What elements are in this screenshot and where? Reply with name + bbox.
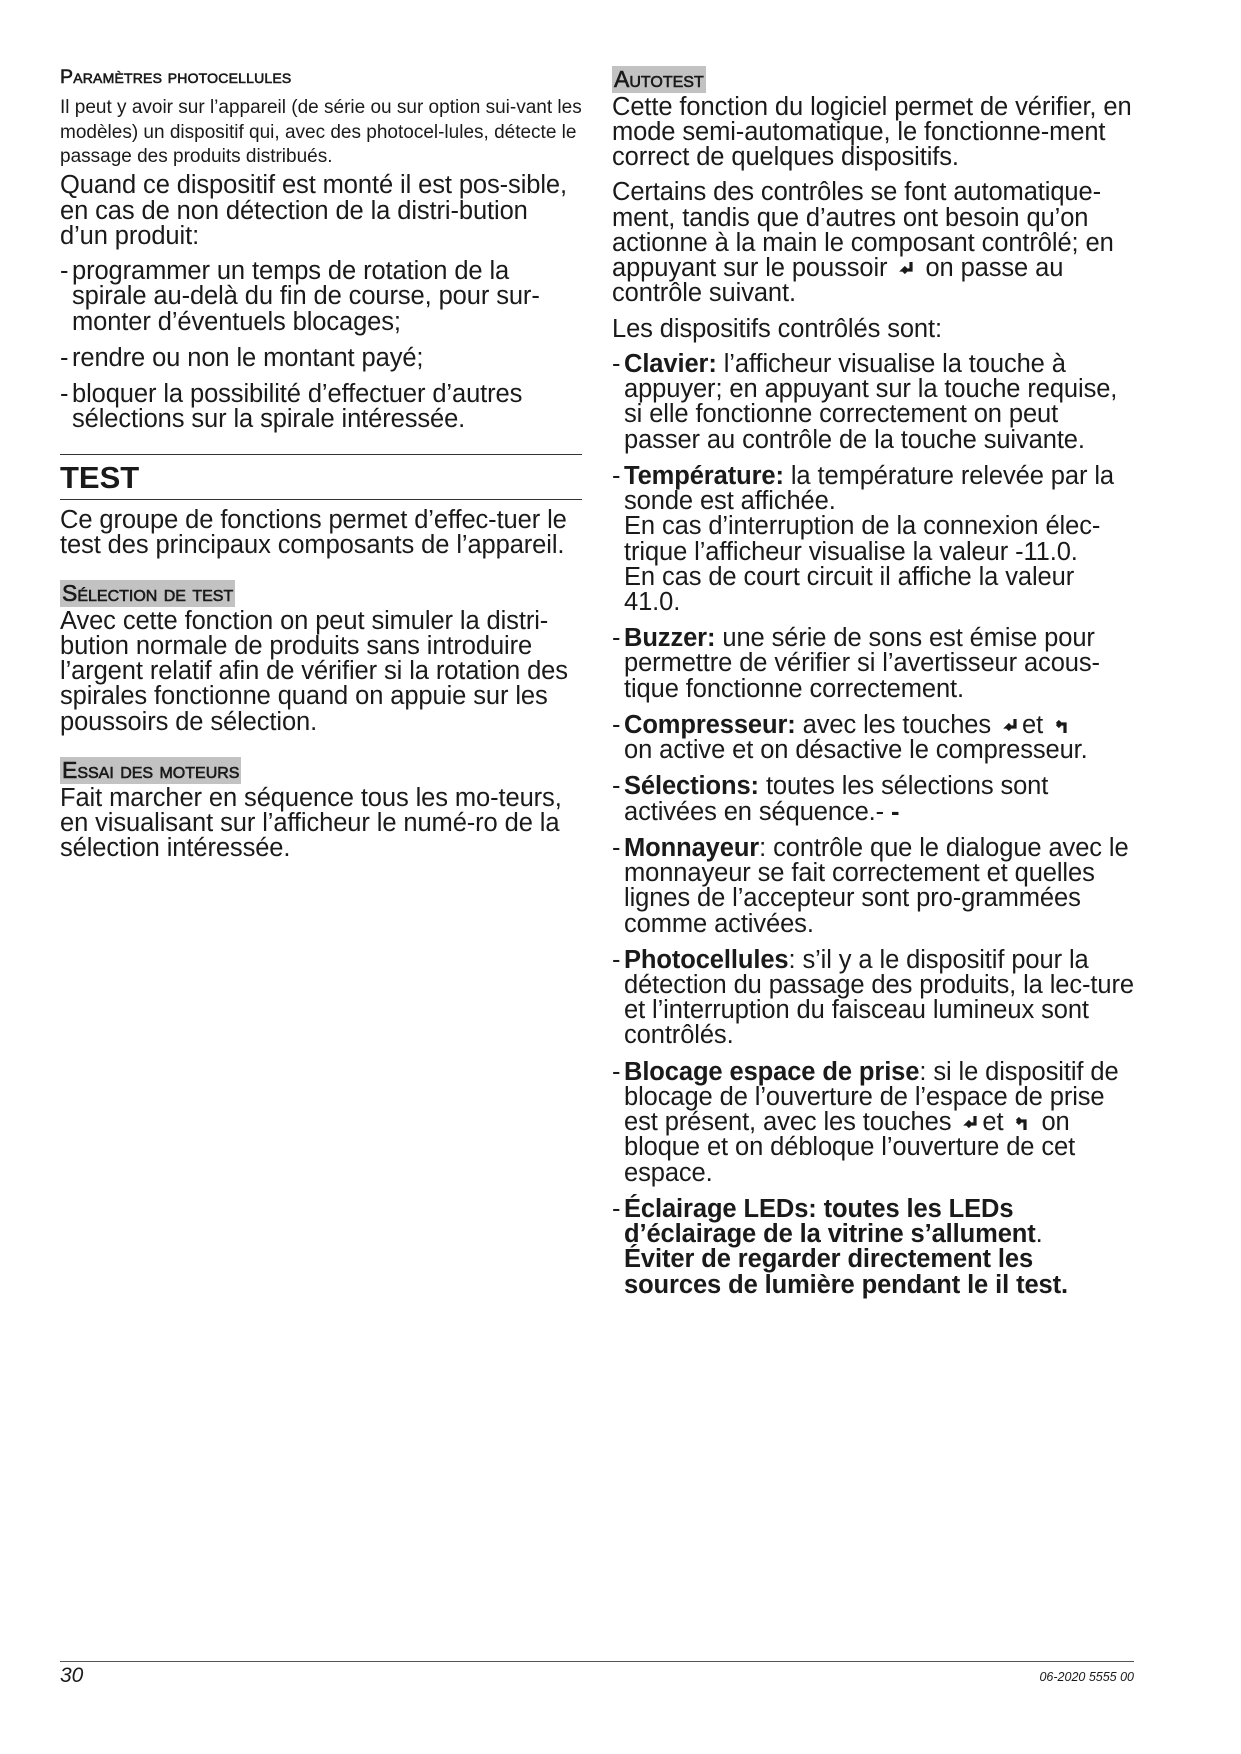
list-item-selections: - Sélections: toutes les sélections sont activées en séquence.- - xyxy=(612,772,1049,826)
autotest-controls xyxy=(612,180,1134,306)
item-label: Buzzer: xyxy=(624,624,716,653)
list-item-eclairage: - Éclairage LEDs: toutes les LEDs d’éclairage de la vitrine s’allument. Éviter de regarder directement les sources de lumière pendant le il test. xyxy=(612,1194,1069,1299)
item-label: Photocellules xyxy=(624,945,789,974)
item-warning: Éviter de regarder directement les sources de lumière pendant le il test. xyxy=(624,1245,1069,1299)
item-text: et xyxy=(982,1108,1004,1137)
item-text: on bloque et on débloque l’ouverture de cet espace. xyxy=(624,1108,1076,1187)
list-item-clavier: - Clavier: l’afficheur visualise la touche à appuyer; en appuyant sur la touche requise, si elle fonctionne correctement on peut passer au contrôle de la touche suivante. xyxy=(612,349,1118,454)
params-body-text: Quand ce dispositif est monté il est pos-sible, en cas de non détection de la distri-bution d’un produit: xyxy=(60,171,567,250)
item-label: Clavier: xyxy=(624,349,717,378)
back-arrow-icon xyxy=(1012,1113,1032,1133)
item-text: - xyxy=(884,797,900,826)
essai-moteurs-title: Essai des moteurs xyxy=(62,756,240,783)
item-label: Monnayeur xyxy=(624,833,760,862)
params-small-text: Il peut y avoir sur l’appareil (de série ou sur option sui-vant les modèles) un dispositif qui, avec des photocel-lules, détecte le passage des produits distribués. xyxy=(60,97,582,168)
item-text: : si le dispositif de blocage de l’ouverture de l’espace de prise est présent, avec les touches xyxy=(624,1057,1119,1137)
list-item-monnayeur: - Monnayeur: contrôle que le dialogue avec le monnayeur se fait correctement et quelles lignes de l’accepteur sont pro-grammées comme activées. xyxy=(612,833,1129,938)
list-item-temperature: - Température: la température relevée par la sonde est affichée. En cas d’interruption de la connexion élec-trique l’afficheur visualise la valeur -11.0. En cas de court circuit il affiche la valeur 41.0. xyxy=(612,461,1114,616)
autotest-intro: Cette fonction du logiciel permet de vérifier, en mode semi-automatique, le fonctionne-ment correct de quelques dispositifs. xyxy=(612,92,1132,172)
params-list xyxy=(60,259,582,432)
item-text: . xyxy=(1035,1220,1043,1249)
item-text: une série de sons est émise pour permettre de vérifier si l’avertisseur acous-tique fonctionne correctement. xyxy=(624,624,1100,703)
enter-key-icon xyxy=(896,259,916,279)
item-label: Éclairage LEDs: toutes les LEDs d’éclairage de la vitrine s’allument xyxy=(624,1194,1036,1249)
list-item-text: programmer un temps de rotation de la spirale au-delà du fin de course, pour sur-monter d’éventuels blocages; xyxy=(72,257,540,336)
document-reference: 06-2020 5555 00 xyxy=(1039,1670,1134,1684)
list-item-text: rendre ou non le montant payé; xyxy=(72,343,424,372)
item-label: Température: xyxy=(624,461,784,490)
list-item-photocellules: - Photocellules: s’il y a le dispositif pour la détection du passage des produits, la lec-ture et l’interruption du faisceau lumineux sont contrôlés. xyxy=(612,945,1134,1050)
item-label: Blocage espace de prise xyxy=(624,1057,920,1086)
footer-divider xyxy=(60,1661,1134,1662)
item-text: En cas d’interruption de la connexion élec-trique l’afficheur visualise la valeur -11.0. xyxy=(624,512,1101,566)
item-label: Sélections: xyxy=(624,772,759,801)
autotest-controls-text: Certains des contrôles se font automatique-ment, tandis que d’autres ont besoin qu’on actionne à la main le composant contrôlé; en appuyant sur le poussoir xyxy=(612,178,1114,283)
list-item: - rendre ou non le montant payé; xyxy=(60,343,424,372)
essai-moteurs-body: Fait marcher en séquence tous les mo-teurs, en visualisant sur l’afficheur le numé-ro de la sélection intéressée. xyxy=(60,783,562,863)
selection-test-body: Avec cette fonction on peut simuler la distri-bution normale de produits sans introduire l’argent relatif afin de vérifier si la rotation des spirales fonctionne quand on appuie sur les poussoirs de sélection. xyxy=(60,606,568,736)
item-text: toutes les sélections sont activées en séquence.- xyxy=(624,772,1049,826)
left-column xyxy=(60,66,582,871)
item-text: En cas de court circuit il affiche la valeur 41.0. xyxy=(624,562,1075,616)
enter-key-icon xyxy=(1000,716,1020,736)
item-text: avec les touches xyxy=(795,710,992,739)
params-photocellules-title: Paramètres photocellules xyxy=(60,66,292,88)
list-item-blocage: - Blocage espace de prise: si le dispositif de blocage de l’ouverture de l’espace de prise est présent, avec les touches et on bloque et on débloque l’ouverture de cet espace. xyxy=(612,1057,1119,1187)
item-text: l’afficheur visualise la touche à appuyer; en appuyant sur la touche requise, si elle fonctionne correctement on peut passer au contrôle de la touche suivante. xyxy=(624,349,1118,454)
autotest-title: Autotest xyxy=(614,66,704,92)
list-item-buzzer: - Buzzer: une série de sons est émise pour permettre de vérifier si l’avertisseur acous-tique fonctionne correctement. xyxy=(612,624,1100,703)
back-arrow-icon xyxy=(1052,716,1072,736)
item-text: on active et on désactive le compresseur. xyxy=(624,736,1088,765)
list-item-compresseur: - Compresseur: avec les touches et on active et on désactive le compresseur. xyxy=(612,710,1088,765)
item-label: Compresseur: xyxy=(624,710,796,739)
test-body-text: Ce groupe de fonctions permet d’effec-tuer le test des principaux composants de l’appareil. xyxy=(60,505,567,559)
item-text: la température relevée par la sonde est affichée. xyxy=(624,461,1114,516)
list-item: - bloquer la possibilité d’effectuer d’autres sélections sur la spirale intéressée. xyxy=(60,380,523,434)
test-section xyxy=(60,454,582,558)
list-item-text: bloquer la possibilité d’effectuer d’autres sélections sur la spirale intéressée. xyxy=(72,380,523,434)
selection-test-title: Sélection de test xyxy=(62,580,234,607)
autotest-list-intro: Les dispositifs contrôlés sont: xyxy=(612,314,942,343)
test-heading: TEST xyxy=(60,461,582,499)
enter-key-icon xyxy=(960,1113,980,1133)
item-text: et xyxy=(1022,710,1044,739)
list-item: - programmer un temps de rotation de la spirale au-delà du fin de course, pour sur-monter d’éventuels blocages; xyxy=(60,257,540,336)
item-text: : s’il y a le dispositif pour la détection du passage des produits, la lec-ture et l’interruption du faisceau lumineux sont contrôlés. xyxy=(624,945,1134,1050)
autotest-controls-text-2: on passe au contrôle suivant. xyxy=(612,254,1064,308)
devices-list xyxy=(612,349,1134,1299)
right-column xyxy=(612,66,1134,1309)
item-text: : contrôle que le dialogue avec le monnayeur se fait correctement et quelles lignes de l’accepteur sont pro-grammées comme activées. xyxy=(624,833,1129,938)
page-number: 30 xyxy=(60,1664,84,1687)
